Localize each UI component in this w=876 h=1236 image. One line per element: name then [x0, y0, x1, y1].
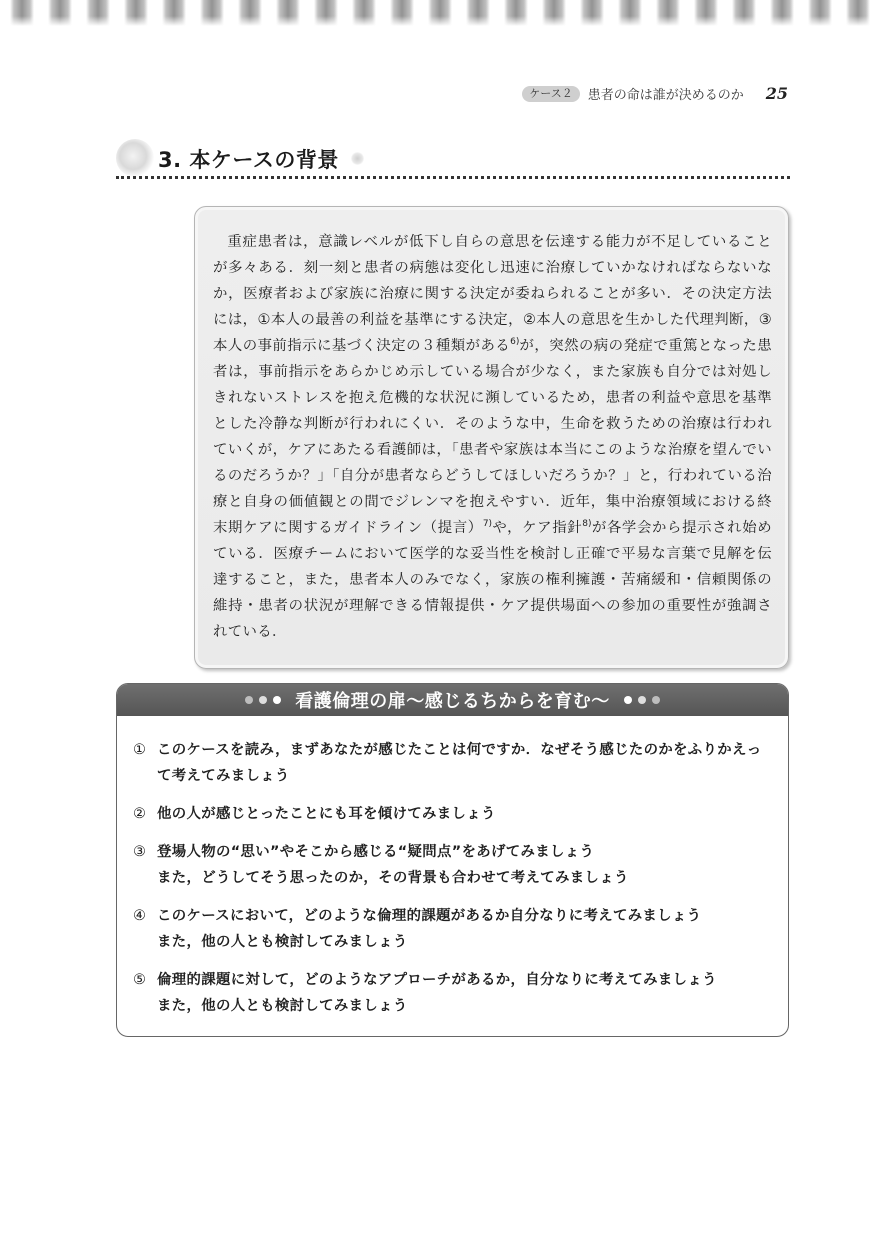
prompt-number: ④	[133, 908, 147, 924]
page-number: 25	[765, 84, 788, 103]
background-text-part-3: や，ケア指針	[492, 520, 583, 536]
heading-dot-icon	[351, 152, 364, 165]
prompt-item	[133, 967, 774, 1019]
binder-ring-strip	[0, 0, 876, 26]
reference-6: 6)	[510, 337, 520, 347]
right-dots-icon	[624, 696, 660, 704]
dot-icon	[638, 696, 646, 704]
dot-icon	[652, 696, 660, 704]
dot-icon	[245, 696, 253, 704]
prompt-text-continued: また，他の人とも検討してみましょう	[157, 998, 408, 1014]
prompt-number: ⑤	[133, 972, 147, 988]
prompt-text-continued: また，どうしてそう思ったのか，その背景も合わせて考えてみましょう	[157, 870, 629, 886]
prompt-text: 他の人が感じとったことにも耳を傾けてみましょう	[157, 806, 496, 822]
background-text-part-4: が各学会から提示され始めている．医療チームにおいて医学的な妥当性を検討し正確で平易な言葉で見解を伝達すること，また，患者本人のみでなく，家族の権利擁護・苦痛緩和・信頼関係の維持・患者の状況が理解できる情報提供・ケア提供場面への参加の重要性が強調されている．	[213, 520, 772, 640]
prompt-text-continued: また，他の人とも検討してみましょう	[157, 934, 408, 950]
ethics-panel	[116, 683, 789, 1037]
prompt-text: このケースにおいて，どのような倫理的課題があるか自分なりに考えてみましょう	[157, 908, 702, 924]
prompt-number: ③	[133, 844, 147, 860]
ethics-header	[117, 684, 788, 716]
dot-icon	[273, 696, 281, 704]
running-head	[522, 84, 788, 103]
prompt-number: ①	[133, 742, 147, 758]
reference-7: 7)	[482, 519, 493, 529]
prompt-item	[133, 903, 774, 955]
prompt-text: 登場人物の“思い”やそこから感じる“疑問点”をあげてみましょう	[157, 844, 595, 860]
ethics-title: 看護倫理の扉～感じるちからを育む～	[295, 691, 610, 712]
background-text-part-2: が，突然の病の発症で重篤となった患者は，事前指示をあらかじめ示している場合が少なく，また家族も自分では対処しきれないストレスを抱え危機的な状況に瀕しているため，患者の利益や意思を基準とした冷静な判断が行われにくい．そのような中，生命を救うための治療は行われていくが，ケアにあたる看護師は，「患者や家族は本当にこのような治療を望んでいるのだろうか？」「自分が患者ならどうしてほしいだろうか？」と，行われている治療と自身の価値観との間でジレンマを抱えやすい．近年，集中治療領域における終末期ケアに関するガイドライン（提言）	[213, 338, 772, 536]
running-title: 患者の命は誰が決めるのか	[587, 88, 744, 103]
dot-icon	[259, 696, 267, 704]
prompt-item	[133, 839, 774, 891]
heading-orb-icon	[116, 139, 154, 177]
reference-8: 8)	[582, 519, 592, 529]
prompt-text: このケースを読み，まずあなたが感じたことは何ですか．なぜそう感じたのかをふりかえって考えてみましょう	[157, 742, 762, 784]
prompt-item	[133, 737, 774, 789]
background-text-part-1: 重症患者は，意識レベルが低下し自らの意思を伝達する能力が不足していることが多々ある．刻一刻と患者の病態は変化し迅速に治療していかなければならないなか，医療者および家族に治療に関する決定が委ねられることが多い．その決定方法には，①本人の最善の利益を基準にする決定，②本人の意思を生かした代理判断，③本人の事前指示に基づく決定の３種類がある	[213, 234, 772, 354]
prompt-item	[133, 801, 774, 827]
prompt-number: ②	[133, 806, 147, 822]
background-box	[194, 206, 789, 669]
prompt-text: 倫理的課題に対して，どのようなアプローチがあるか，自分なりに考えてみましょう	[157, 972, 717, 988]
dotted-divider	[116, 176, 790, 179]
case-tag: ケース２	[522, 86, 579, 102]
section-title: 3. 本ケースの背景	[158, 148, 339, 172]
background-paragraph	[213, 229, 772, 645]
dot-icon	[624, 696, 632, 704]
prompt-list	[117, 716, 788, 1019]
section-heading	[116, 136, 790, 178]
left-dots-icon	[245, 696, 281, 704]
